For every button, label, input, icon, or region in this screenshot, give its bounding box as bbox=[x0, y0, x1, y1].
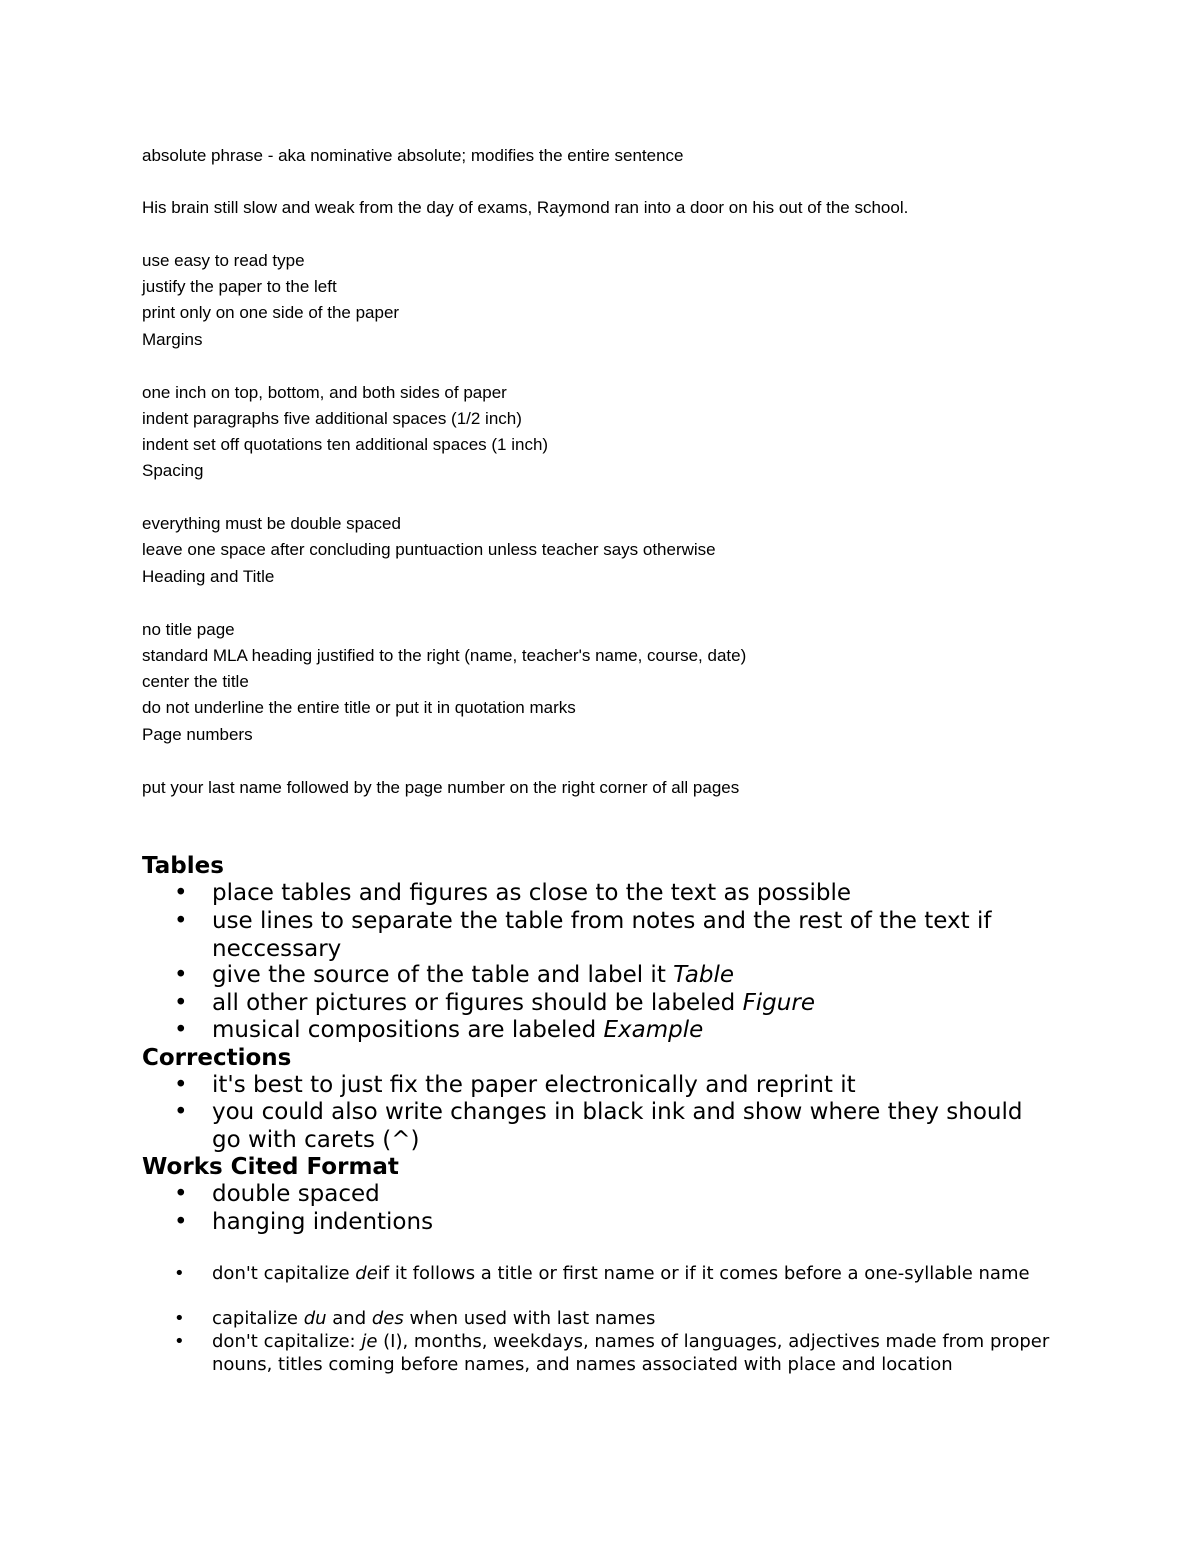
list-item-text: capitalize bbox=[212, 1308, 304, 1329]
list-item bbox=[212, 990, 1052, 1018]
text-line: center the title bbox=[142, 672, 249, 691]
text-line: His brain still slow and weak from the day of exams, Raymond ran into a door on his out of the school. bbox=[142, 198, 909, 217]
list-item bbox=[212, 1263, 1052, 1286]
section-heading-tables: Tables bbox=[142, 853, 224, 879]
text-line: use easy to read type bbox=[142, 251, 305, 270]
text-line: Page numbers bbox=[142, 725, 253, 744]
list-item bbox=[212, 1099, 1052, 1154]
text-line: one inch on top, bottom, and both sides of paper bbox=[142, 383, 507, 402]
text-line: Heading and Title bbox=[142, 567, 275, 586]
list-item bbox=[212, 1308, 1052, 1331]
text-line: print only on one side of the paper bbox=[142, 303, 400, 322]
list-item bbox=[212, 1331, 1052, 1376]
italic-term: des bbox=[371, 1308, 404, 1329]
list-item-text: all other pictures or figures should be labeled bbox=[212, 990, 743, 1016]
list-item bbox=[212, 908, 1052, 963]
italic-term: du bbox=[303, 1308, 327, 1329]
list-item-text: place tables and figures as close to the text as possible bbox=[212, 880, 852, 906]
list-item bbox=[212, 1017, 1052, 1045]
list-item-text: (I), months, weekdays, names of languages, adjectives made from proper nouns, titles coming before names, and names associated with place and location bbox=[212, 1331, 1050, 1375]
list-item-text: musical compositions are labeled bbox=[212, 1017, 604, 1043]
list-item bbox=[212, 1072, 1052, 1100]
text-line: Margins bbox=[142, 330, 203, 349]
italic-term: je bbox=[361, 1331, 378, 1352]
text-line: Spacing bbox=[142, 461, 204, 480]
list-item-text: when used with last names bbox=[403, 1308, 656, 1329]
list-item bbox=[212, 962, 1052, 990]
list-item-text: it's best to just fix the paper electronically and reprint it bbox=[212, 1072, 856, 1098]
text-line: indent set off quotations ten additional spaces (1 inch) bbox=[142, 435, 549, 454]
list-item bbox=[212, 1181, 1052, 1209]
list-item-text: hanging indentions bbox=[212, 1209, 434, 1235]
text-line: put your last name followed by the page number on the right corner of all pages bbox=[142, 778, 740, 797]
text-line: justify the paper to the left bbox=[142, 277, 337, 296]
text-line: do not underline the entire title or put it in quotation marks bbox=[142, 698, 576, 717]
list-item-text: if it follows a title or first name or if it comes before a one-syllable name bbox=[377, 1263, 1030, 1284]
text-line: indent paragraphs five additional spaces (1/2 inch) bbox=[142, 409, 522, 428]
text-line: no title page bbox=[142, 620, 235, 639]
list-item bbox=[212, 1209, 1052, 1237]
list-item-text: double spaced bbox=[212, 1181, 380, 1207]
italic-term: Table bbox=[673, 962, 735, 988]
italic-term: Example bbox=[603, 1017, 704, 1043]
section-heading-corrections: Corrections bbox=[142, 1045, 292, 1071]
section-heading-works-cited: Works Cited Format bbox=[142, 1154, 399, 1180]
text-line: standard MLA heading justified to the right (name, teacher's name, course, date) bbox=[142, 646, 747, 665]
list-item-text: give the source of the table and label it bbox=[212, 962, 674, 988]
text-line: absolute phrase - aka nominative absolute; modifies the entire sentence bbox=[142, 146, 684, 165]
list-item-text: don't capitalize bbox=[212, 1263, 356, 1284]
italic-term: Figure bbox=[742, 990, 815, 1016]
text-line: everything must be double spaced bbox=[142, 514, 401, 533]
list-item-text: don't capitalize: bbox=[212, 1331, 362, 1352]
list-item bbox=[212, 880, 1052, 908]
list-item-text: and bbox=[326, 1308, 372, 1329]
list-item-text: you could also write changes in black ink and show where they should go with carets (^) bbox=[212, 1099, 1023, 1153]
text-line: leave one space after concluding puntuaction unless teacher says otherwise bbox=[142, 540, 716, 559]
list-item-text: use lines to separate the table from notes and the rest of the text if neccessary bbox=[212, 908, 992, 962]
italic-term: de bbox=[355, 1263, 378, 1284]
